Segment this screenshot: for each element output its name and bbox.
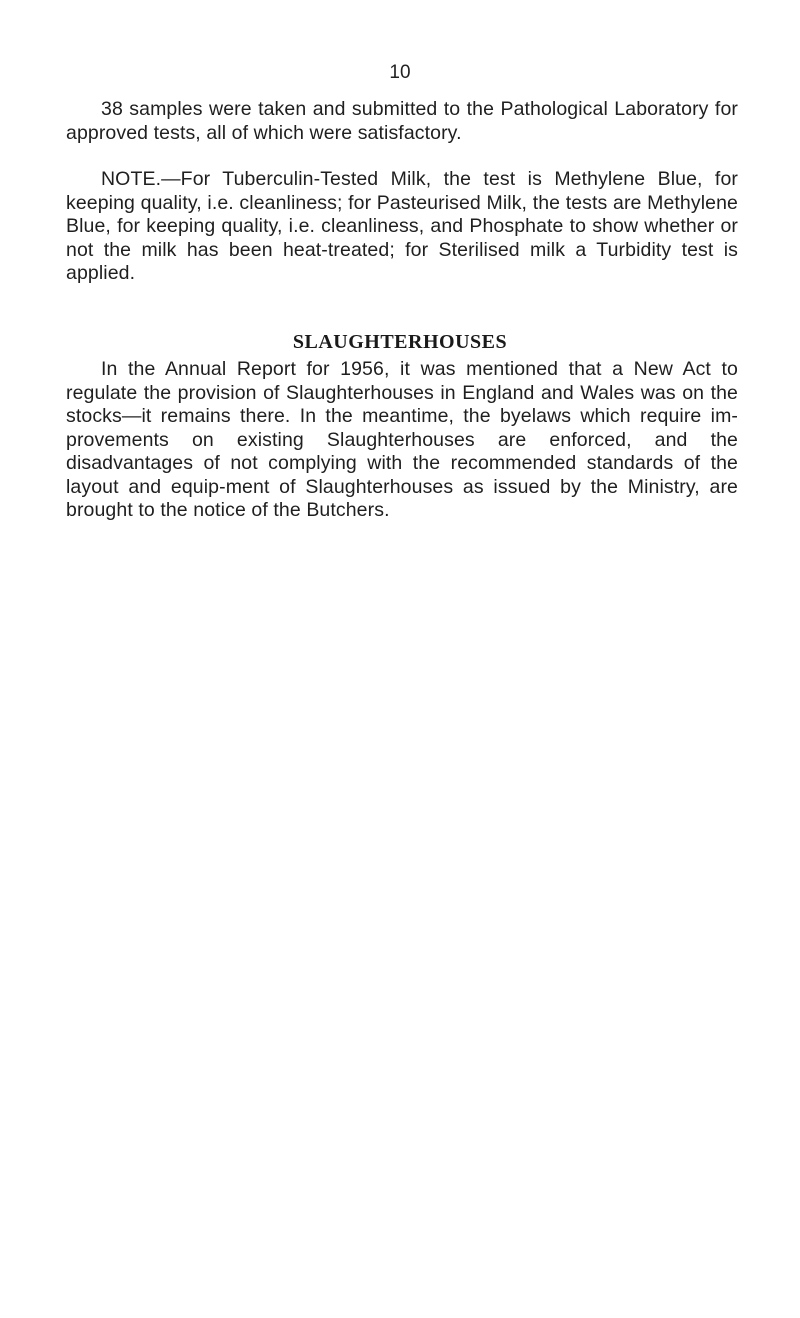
section-heading-slaughterhouses: SLAUGHTERHOUSES <box>292 331 508 353</box>
paragraph-slaughterhouses: In the Annual Report for 1956, it was mentioned that a New Act to regulate the provision of Slaughterhouses in England and Wales was on the stocks—it remains there. In the meantime, the byelaws which require im-provements on existing Slaughterhouses are enforced, and the disadvantages of not complying with the recommended standards of the layout and equip-ment of Slaughterhouses as issued by the Ministry, are brought to the notice of the Butchers. <box>66 358 738 521</box>
paragraph-samples: 38 samples were taken and submitted to the Pathological Laboratory for approved tests, all of which were satisfactory. <box>66 98 738 144</box>
paragraph-note: NOTE.—For Tuberculin-Tested Milk, the test is Methylene Blue, for keeping quality, i.e. cleanliness; for Pasteurised Milk, the tests are Methylene Blue, for keeping quality, i.e. cleanliness, and Phosphate to show whether or not the milk has been heat-treated; for Sterilised milk a Turbidity test is applied. <box>66 168 738 284</box>
page-number: 10 <box>389 62 411 83</box>
